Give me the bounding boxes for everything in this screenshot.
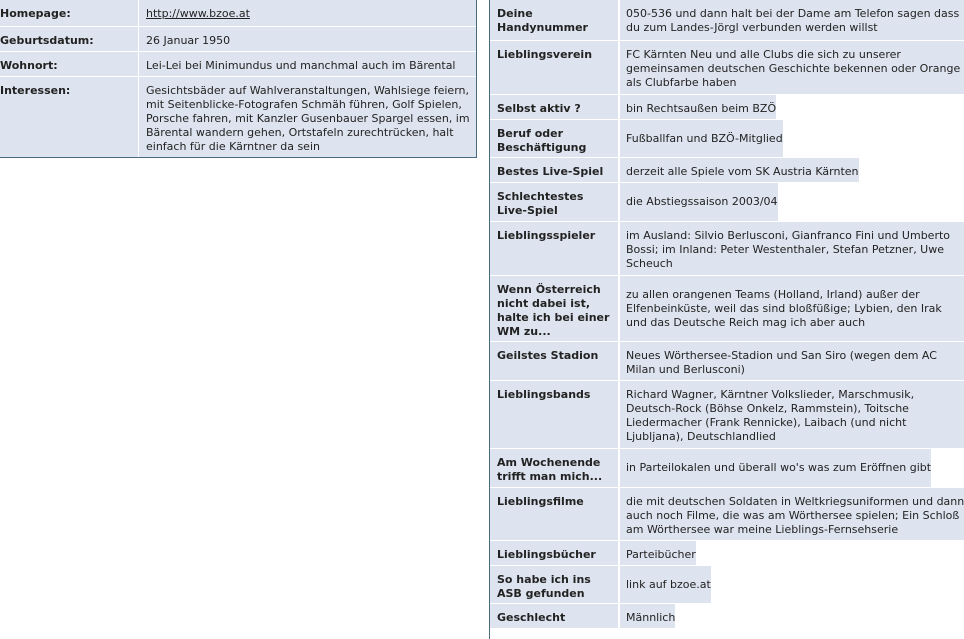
row-value: Neues Wörthersee-Stadion und San Siro (wegen dem AC Milan und Berlusconi) xyxy=(620,342,964,380)
table-row xyxy=(0,27,476,51)
row-value: 26 Januar 1950 xyxy=(139,27,476,51)
row-value: die mit deutschen Soldaten in Weltkriegsuniformen und dann auch noch Filme, die was am Wörthersee spielen; Ein Schloß am Wörthersee war meine Lieblings-Fernsehserie xyxy=(620,488,964,540)
row-label: Bestes Live-Spiel xyxy=(490,158,618,182)
row-label: So habe ich ins ASB gefunden xyxy=(490,566,618,603)
table-row xyxy=(490,95,776,119)
row-value: die Abstiegssaison 2003/04 xyxy=(620,183,778,221)
row-label: Interessen: xyxy=(0,77,138,157)
row-label: Lieblingsverein xyxy=(490,41,618,94)
table-row xyxy=(490,488,964,540)
row-label: Geburtsdatum: xyxy=(0,27,138,51)
table-row xyxy=(490,342,964,380)
profile-info-table xyxy=(0,0,477,158)
row-label: Schlechtestes Live-Spiel xyxy=(490,183,618,221)
row-value: im Ausland: Silvio Berlusconi, Gianfranco Fini und Umberto Bossi; im Inland: Peter Westenthaler, Stefan Petzner, Uwe Scheuch xyxy=(620,222,964,275)
row-label: Homepage: xyxy=(0,0,138,26)
table-row xyxy=(490,449,931,487)
row-value xyxy=(139,0,476,26)
row-value: Männlich xyxy=(620,604,675,628)
row-label: Beruf oder Beschäftigung xyxy=(490,120,618,157)
row-label: Geschlecht xyxy=(490,604,618,628)
row-value: Fußballfan und BZÖ-Mitglied xyxy=(620,120,783,157)
row-value: FC Kärnten Neu und alle Clubs die sich zu unserer gemeinsamen deutschen Geschichte bekennen oder Orange als Clubfarbe haben xyxy=(620,41,964,94)
row-label: Geilstes Stadion xyxy=(490,342,618,380)
table-row xyxy=(0,77,476,157)
row-label: Selbst aktiv ? xyxy=(490,95,618,119)
table-row xyxy=(490,120,783,157)
row-label: Lieblingsbücher xyxy=(490,541,618,565)
table-row xyxy=(490,541,696,565)
table-row xyxy=(490,41,964,94)
row-label: Lieblingsfilme xyxy=(490,488,618,540)
row-value: 050-536 und dann halt bei der Dame am Telefon sagen dass du zum Landes-Jörgl verbunden werden willst xyxy=(620,0,964,40)
row-value: bin Rechtsaußen beim BZÖ xyxy=(620,95,776,119)
row-label: Wohnort: xyxy=(0,52,138,76)
row-value: zu allen orangenen Teams (Holland, Irland) außer der Elfenbeinküste, weil das sind bloßfüßige; Lybien, den Irak und das Deutsche Reich mag ich aber auch xyxy=(620,276,964,341)
row-value: Lei-Lei bei Minimundus und manchmal auch im Bärental xyxy=(139,52,476,76)
row-value: derzeit alle Spiele vom SK Austria Kärnten xyxy=(620,158,859,182)
row-value: Richard Wagner, Kärntner Volkslieder, Marschmusik, Deutsch-Rock (Böhse Onkelz, Rammstein), Toitsche Liedermacher (Frank Rennicke), Laibach (und nicht Ljubljana), Deutschlandlied xyxy=(620,381,964,448)
row-value: Gesichtsbäder auf Wahlveranstaltungen, Wahlsiege feiern, mit Seitenblicke-Fotografen Schmäh führen, Golf Spielen, Porsche fahren, mit Kanzler Gusenbauer Spargel essen, im Bärental wandern gehen, Ortstafeln zurechtrücken, halt einfach für die Kärntner da sein xyxy=(139,77,476,157)
table-row xyxy=(490,566,711,603)
row-value: Parteibücher xyxy=(620,541,696,565)
table-row xyxy=(490,276,964,341)
table-row xyxy=(490,381,964,448)
row-label: Lieblingsspieler xyxy=(490,222,618,275)
table-row xyxy=(0,52,476,76)
questionnaire-table xyxy=(489,0,964,639)
table-row xyxy=(0,0,476,26)
table-row xyxy=(490,604,675,628)
table-row xyxy=(490,0,964,40)
row-value: in Parteilokalen und überall wo's was zum Eröffnen gibt xyxy=(620,449,931,487)
table-row xyxy=(490,158,859,182)
row-value: link auf bzoe.at xyxy=(620,566,711,603)
table-row xyxy=(490,183,778,221)
row-label: Lieblingsbands xyxy=(490,381,618,448)
homepage-link[interactable]: http://www.bzoe.at xyxy=(146,7,250,20)
table-row xyxy=(490,222,964,275)
row-label: Wenn Österreich nicht dabei ist, halte ich bei einer WM zu... xyxy=(490,276,618,341)
row-label: Deine Handynummer xyxy=(490,0,618,40)
row-label: Am Wochenende trifft man mich... xyxy=(490,449,618,487)
